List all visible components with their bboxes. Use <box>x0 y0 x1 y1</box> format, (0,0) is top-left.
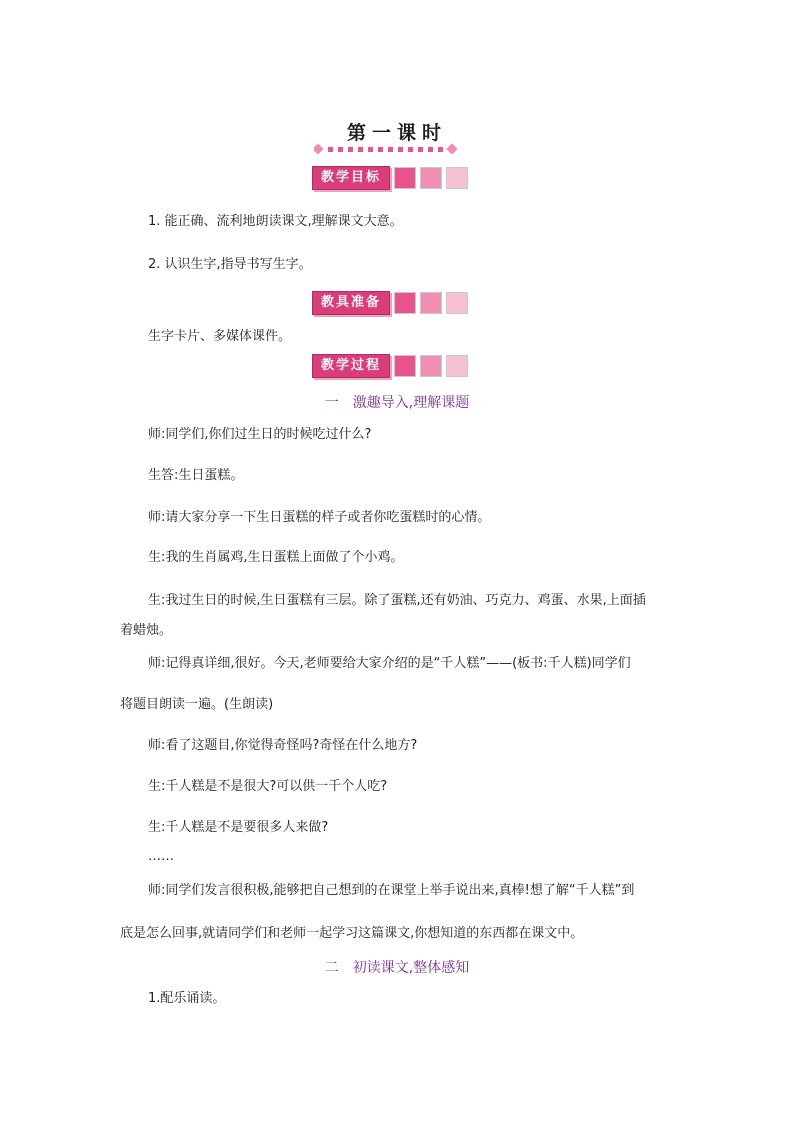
tools-text: 生字卡片、多媒体课件。 <box>148 329 292 344</box>
dialog-line: 底是怎么回事,就请同学们和老师一起学习这篇课文,你想知道的东西都在课文中。 <box>120 926 584 941</box>
badge-square <box>420 292 442 314</box>
dialog-line: 师:看了这题目,你觉得奇怪吗?奇怪在什么地方? <box>148 738 418 753</box>
ellipsis-line: …… <box>148 849 174 864</box>
page-title: 第一课时 <box>346 122 447 144</box>
badge-label: 教学过程 <box>312 354 390 378</box>
step-item-1: 1.配乐诵读。 <box>148 991 226 1006</box>
badge-square <box>420 355 442 377</box>
badge-square <box>446 355 468 377</box>
badge-square <box>446 167 468 189</box>
badge-square <box>446 292 468 314</box>
goal-item-1: 1. 能正确、流利地朗读课文,理解课文大意。 <box>148 214 403 229</box>
badge-square <box>394 167 416 189</box>
badge-square <box>394 355 416 377</box>
dialog-line: 生:千人糕是不是很大?可以供一千个人吃? <box>148 779 388 794</box>
goal-item-2: 2. 认识生字,指导书写生字。 <box>148 257 312 272</box>
dialog-line: 师:请大家分享一下生日蛋糕的样子或者你吃蛋糕时的心情。 <box>148 510 491 525</box>
badge-label: 教学目标 <box>312 166 390 190</box>
section-badge-process <box>312 354 468 378</box>
badge-label: 教具准备 <box>312 291 390 315</box>
section-heading-1: 一 激趣导入,理解课题 <box>324 395 470 411</box>
dialog-line: 生答:生日蛋糕。 <box>148 468 244 483</box>
section-badge-tools <box>312 291 468 315</box>
dialog-line: 着蜡烛。 <box>120 623 173 638</box>
section-badge-goals <box>312 166 468 190</box>
dialog-line: 生:我的生肖属鸡,生日蛋糕上面做了个小鸡。 <box>148 550 404 565</box>
dialog-line: 生:千人糕是不是要很多人来做? <box>148 820 329 835</box>
dialog-line: 师:同学们,你们过生日的时候吃过什么? <box>148 427 372 442</box>
dialog-line: 师:同学们发言很积极,能够把自己想到的在课堂上举手说出来,真棒!想了解“千人糕”到 <box>148 883 635 898</box>
badge-square <box>420 167 442 189</box>
dialog-line: 生:我过生日的时候,生日蛋糕有三层。除了蛋糕,还有奶油、巧克力、鸡蛋、水果,上面插 <box>148 593 646 608</box>
title-underline-decoration <box>314 142 460 154</box>
dialog-line: 师:记得真详细,很好。今天,老师要给大家介绍的是“千人糕”——(板书:千人糕)同学们 <box>148 656 631 671</box>
dialog-line: 将题目朗读一遍。(生朗读) <box>120 697 274 712</box>
badge-square <box>394 292 416 314</box>
section-heading-2: 二 初读课文,整体感知 <box>324 960 470 976</box>
